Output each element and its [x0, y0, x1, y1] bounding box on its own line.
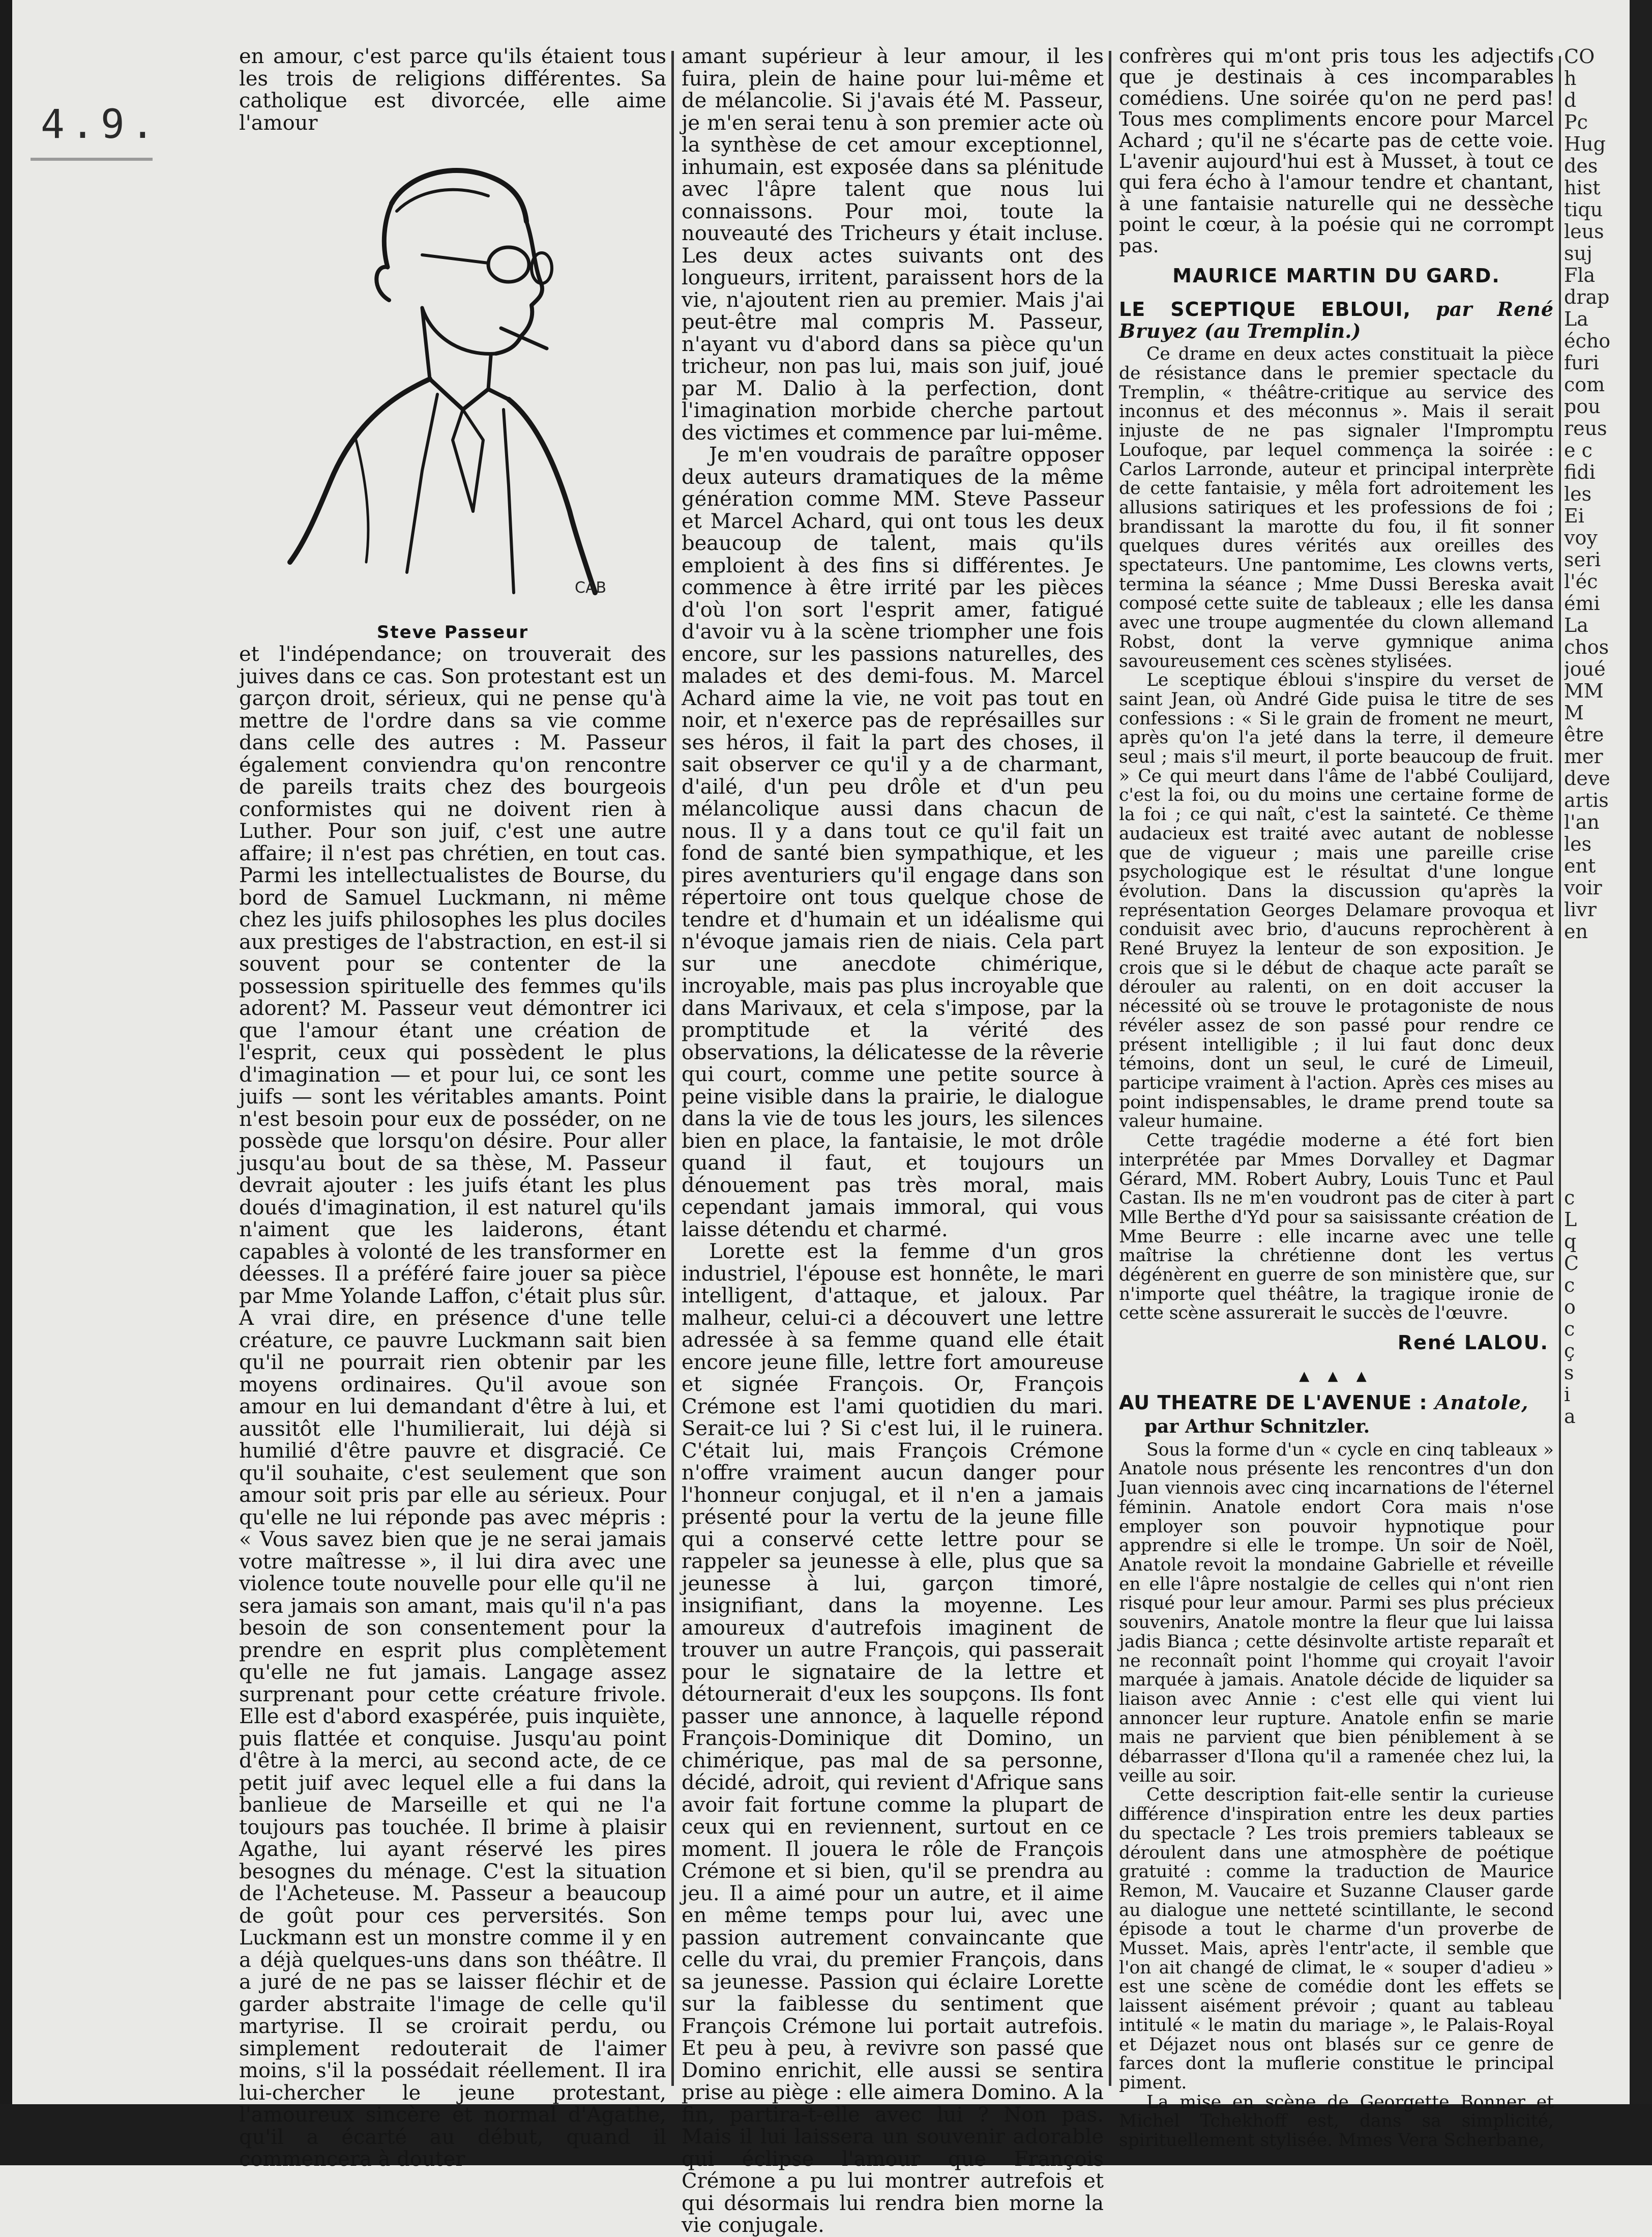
cropped-line-fragment: suj [1564, 243, 1592, 265]
cropped-line-fragment: e c [1564, 440, 1592, 461]
cropped-line-fragment: i [1564, 1384, 1571, 1406]
column-2-paragraph: amant supérieur à leur amour, il les fuira, plein de haine pour lui-même et de mélancolie. Si j'avais été M. Passeur, je m'en serai tenu à son premier acte où la synthèse de cet amour exceptionnel, inhumain, est exposée dans sa plénitude avec l'âpre talent que nous lui connaissons. Pour moi, toute la nouveauté des Tricheurs y était incluse. Les deux actes suivants ont des longueurs, irritent, paraissent hors de la vie, n'ajoutent rien au premier. Mais j'ai peut-être mal compris M. Passeur, n'ayant vu d'abord dans sa pièce qu'un tricheur, non pas lui, mais son juif, joué par M. Dalio à la perfection, dont l'imagination morbide cherche partout des victimes et commence par lui-même. [682, 45, 1104, 445]
cropped-line-fragment: seri [1564, 549, 1601, 571]
cropped-line-fragment: les [1564, 483, 1592, 505]
caricature-drawing [270, 155, 636, 613]
cropped-line-fragment: l'an [1564, 811, 1600, 833]
cropped-line-fragment: reus [1564, 418, 1607, 440]
scan-border-left [0, 0, 12, 2165]
review-byline: par Arthur Schnitzler. [1144, 1416, 1370, 1438]
cropped-line-fragment: leus [1564, 221, 1604, 243]
scan-border-right [1630, 0, 1652, 2165]
cropped-line-fragment: ent [1564, 855, 1596, 877]
cropped-line-fragment: L [1564, 1209, 1577, 1231]
cropped-line-fragment: être [1564, 724, 1604, 746]
archive-number: 4.9. [41, 102, 161, 148]
cropped-line-fragment: chos [1564, 636, 1609, 658]
caricature-caption: Steve Passeur [376, 622, 529, 643]
cropped-line-fragment: Hug [1564, 133, 1606, 155]
column-2-paragraph: Je m'en voudrais de paraître opposer deux auteurs dramatiques de la même génération comme MM. Steve Passeur et Marcel Achard, qui ont tous les deux beaucoup de talent, mais qu'ils emploient à des fins si différentes. Je commence à être irrité par les pièces d'où l'on sort l'esprit amer, fatigué d'avoir vu à la scène triompher une fois encore, sur les passions naturelles, des malades et des demi-fous. M. Marcel Achard aime la vie, ne voit pas tout en noir, et n'exerce pas de représailles sur ses héros, il fait la part des choses, il sait observer ce qu'il y a de charmant, d'ailé, d'un peu drôle et d'un peu mélancolique aussi dans chacun de nous. Il y a dans tout ce qu'il fait un fond de santé bien sympathique, et les pires aventuriers qu'il engage dans son répertoire ont tous quelque chose de tendre et d'humain et un idéalisme qui n'évoque jamais rien de niais. Cela part sur une anecdote chimérique, incroyable, mais pas plus incroyable que dans Marivaux, et cela s'impose, par la promptitude et la vérité des observations, la délicatesse de la rêverie qui court, comme une petite source à peine visible dans la prairie, le dialogue dans la vie de tous les jours, les silences bien en place, la fantaisie, le mot drôle quand il faut, et toujours un dénouement pas très moral, mais cependant jamais immoral, qui vous laisse détendu et charmé. [682, 443, 1104, 1241]
caricature-figure [239, 155, 666, 644]
cropped-line-fragment: drap [1564, 286, 1610, 308]
cropped-line-fragment: Pc [1564, 111, 1588, 133]
column-3 [1119, 46, 1554, 2151]
cropped-line-fragment: La [1564, 615, 1588, 636]
archive-underline [31, 158, 153, 161]
review-paragraph: La mise en scène de Georgette Bonner et Michel Tchekhoff est, dans sa simplicité, spirituellement stylisée. Mmes Vera Scherbane, [1119, 2091, 1554, 2151]
review-paragraph: Ce drame en deux actes constituait la pièce de résistance dans le premier spectacle du Tremplin, « théâtre-critique au service des inconnus et des méconnus ». Mais il serait injuste de ne pas signaler l'Impromptu Loufoque, par lequel commença la soirée : Carlos Larronde, auteur et principal interprète de cette fantaisie, y mêla fort adroitement les allusions satiriques et les professions de foi ; brandissant la marotte du fou, il fit sonner quelques dures vérités aux oreilles des spectateurs. Une pantomime, Les clowns verts, termina la séance ; Mme Dussi Bereska avait composé cette suite de tableaux ; elle les dansa avec une troupe augmentée du clown allemand Robst, dont la verve gymnique anima savoureusement ces scènes stylisées. [1119, 344, 1554, 672]
review-author: René Bruyez [1119, 298, 1554, 342]
cropped-line-fragment: deve [1564, 768, 1610, 790]
cropped-line-fragment: c [1564, 1318, 1575, 1340]
cropped-line-fragment: voir [1564, 877, 1602, 899]
cropped-line-fragment: tiqu [1564, 199, 1603, 221]
cropped-line-fragment: joué [1564, 658, 1606, 680]
column-1-paragraph: et l'indépendance; on trouverait des juives dans ce cas. Son protestant est un garçon droit, sérieux, qui ne pense qu'à mettre de l'ordre dans sa vie comme dans celle des autres : M. Passeur également conviendra qu'on rencontre de pareils traits chez des bourgeois conformistes qui ne doivent rien à Luther. Pour son juif, c'est une autre affaire; il n'est pas chrétien, en tout cas. Parmi les intellectualistes de Bourse, du bord de Samuel Luckmann, ni même chez les juifs philosophes les plus dociles aux prestiges de l'abstraction, en est-il si souvent pour se contenter de la possession spirituelle des femmes qu'ils adorent? M. Passeur veut démontrer ici que l'amour étant une création de l'esprit, ceux qui possèdent le plus d'imagination — et pour lui, ce sont les juifs — sont les véritables amants. Point n'est besoin pour eux de posséder, on ne possède que lorsqu'on désire. Pour aller jusqu'au bout de sa thèse, M. Passeur devrait ajouter : les juifs étant les plus doués d'imagination, il est naturel qu'ils n'aiment que les laiderons, étant capables à volonté de les transformer en déesses. Il a préféré faire jouer sa pièce par Mme Yolande Laffon, c'était plus sûr. A vrai dire, en présence d'une telle créature, ce pauvre Luckmann sait bien qu'il ne pourrait rien obtenir par les moyens ordinaires. Qu'il avoue son amour en lui demandant d'être à lui, et aussitôt elle l'humilierait, lui déjà si humilié d'être pauvre et disgracié. Ce qu'il souhaite, c'est seulement que son amour soit pris par elle au sérieux. Pour qu'elle ne lui réponde pas avec mépris : « Vous savez bien que je ne serai jamais votre maîtresse », il lui dira avec une violence toute nouvelle pour elle qu'il ne sera jamais son amant, mais qu'il n'a pas besoin de son consentement pour la prendre en esprit plus complètement qu'elle ne fut jamais. Langage assez surprenant pour cette créature frivole. Elle est d'abord exaspérée, puis inquiète, puis flattée et conquise. Jusqu'au point d'être à la merci, au second acte, de ce petit juif avec lequel elle a fui dans la banlieue de Marseille et qui ne l'a toujours pas touchée. Il brime à plaisir Agathe, lui ayant réservé les pires besognes du ménage. C'est la situation de l'Acheteuse. M. Passeur a beaucoup de goût pour ces perversités. Son Luckmann est un monstre comme il y en a déjà quelques-uns dans son théâtre. Il a juré de ne pas se laisser fléchir et de garder abstraite l'image de celle qu'il martyrise. Il se croirait perdu, ou simplement redouterait de l'aimer moins, s'il la possédait réellement. Il ira lui-chercher le jeune protestant, l'amoureux sincère et normal d'Agathe, qu'il a écarté au début, quand il commencera à douter [239, 643, 666, 2171]
cropped-line-fragment: q [1564, 1231, 1577, 1253]
column-3-intro: confrères qui m'ont pris tous les adjectifs que je destinais à ces incomparables comédiens. Une soirée qu'on ne perd pas! Tous mes compliments encore pour Marcel Achard ; qu'il ne s'écarte pas de cette voie. L'avenir aujourd'hui est à Musset, à tout ce qui fera écho à l'amour tendre et chantant, à une fantaisie naturelle qui ne dessèche point le cœur, à la poésie qui ne corrompt pas. [1119, 45, 1554, 257]
author-signature: MAURICE MARTIN DU GARD. [1172, 265, 1500, 287]
section-separator: ▲ ▲ ▲ [1299, 1368, 1374, 1384]
column-rule-3 [1559, 56, 1561, 1999]
column-4-cropped [1564, 46, 1625, 1428]
review-venue: (au Tremplin.) [1204, 319, 1361, 342]
review-paragraph: Cette description fait-elle sentir la curieuse différence d'inspiration entre les deux parties du spectacle ? Les trois premiers tableaux se déroulent dans une atmosphère de poétique gratuité : comme la traduction de Maurice Remon, M. Vaucaire et Suzanne Clauser garde au dialogue une netteté scintillante, le second épisode a tout le charme d'un proverbe de Musset. Mais, après l'entr'acte, il semble que l'on ait changé de climat, le « souper d'adieu » est une scène de comédie dont les effets se laissent aisément prévoir ; quant au tableau intitulé « le matin du mariage », le Palais-Royal et Déjazet nous ont blasés sur ce genre de farces dont la muflerie constitue le principal piment. [1119, 1785, 1554, 2093]
cropped-line-fragment: pou [1564, 396, 1601, 418]
cropped-line-fragment: des [1564, 155, 1598, 177]
cropped-line-fragment: c [1564, 1274, 1575, 1296]
review-play-title: Anatole, [1434, 1390, 1529, 1414]
cropped-line-fragment: Ei [1564, 505, 1584, 527]
review-paragraph: Sous la forme d'un « cycle en cinq tableaux » Anatole nous présente les rencontres d'un don Juan viennois avec cinq incarnations de l'éternel féminin. Anatole endort Cora mais n'ose employer son pouvoir hypnotique pour apprendre si elle le trompe. Un soir de Noël, Anatole revoit la mondaine Gabrielle et réveille en elle l'âpre nostalgie de celles qui n'ont rien risqué pour leur amour. Parmi ses plus précieux souvenirs, Anatole montre la fleur que lui laissa jadis Bianca ; cette désinvolte artiste reparaît et ne reconnaît point l'homme qui croyait l'avoir marquée à jamais. Anatole décide de liquider sa liaison avec Annie : c'est elle qui vient lui annoncer leur rupture. Anatole enfin se marie mais ne parvient que bien péniblement à se débarrasser d'Ilona qu'il a ramenée chez lui, la veille au soir. [1119, 1439, 1554, 1786]
cropped-line-fragment: voy [1564, 527, 1598, 549]
cropped-line-fragment: d [1564, 90, 1577, 111]
author-signature: René LALOU. [1397, 1331, 1549, 1354]
column-1 [239, 46, 666, 2171]
review-heading [1119, 1392, 1554, 1413]
cropped-line-fragment: c [1564, 1187, 1575, 1209]
caricature-signature: CAB [575, 579, 607, 597]
cropped-line-fragment: La [1564, 308, 1588, 330]
cropped-line-fragment: les [1564, 833, 1592, 855]
cropped-line-fragment: o [1564, 1296, 1576, 1318]
cropped-line-fragment: émi [1564, 593, 1600, 615]
cropped-line-fragment: ç [1564, 1340, 1575, 1362]
cropped-line-fragment: en [1564, 921, 1588, 943]
review-heading [1119, 299, 1554, 342]
review-paragraph: Le sceptique ébloui s'inspire du verset de saint Jean, où André Gide puisa le titre de ses confessions : « Si le grain de froment ne meurt, après qu'on l'a jeté dans la terre, il demeure seul ; mais s'il meurt, il porte beaucoup de fruit. » Ce qui meurt dans l'âme de l'abbé Coulijard, c'est la foi, ou du moins une certaine forme de la foi ; ce qui naît, c'est la sainteté. Ce thème audacieux est traité avec autant de noblesse que de vigueur ; mais une pareille crise psychologique est le résultat d'une longue évolution. Dans la discussion qu'après la représentation Georges Delamare provoqua et conduisit avec brio, d'aucuns reprochèrent à René Bruyez la lenteur de son exposition. Je crois que si le début de chaque acte paraît se dérouler au ralenti, on en doit accuser la nécessité où se trouve le protagoniste de nous révéler assez de son passé pour rendre ce présent intelligible ; il lui faut donc deux témoins, dont un seul, le curé de Limeuil, participe vraiment à l'action. Après ces mises au point indispensables, le drame prend toute sa valeur humaine. [1119, 670, 1554, 1132]
review-title: AU THEATRE DE L'AVENUE : [1119, 1391, 1428, 1414]
cropped-line-fragment: com [1564, 374, 1605, 396]
column-rule-2 [1109, 51, 1111, 2086]
cropped-line-fragment: l'éc [1564, 571, 1598, 593]
review-title: LE SCEPTIQUE EBLOUI, [1119, 298, 1411, 321]
review-paragraph: Cette tragédie moderne a été fort bien interprétée par Mmes Dorvalley et Dagmar Gérard, MM. Robert Aubry, Louis Tunc et Paul Castan. Ils ne m'en voudront pas de citer à part Mlle Berthe d'Yd pour sa saisissante création de Mme Beurre : elle incarne avec une telle maîtrise la chrétienne dont les vertus dégénèrent en guerre de son ministère que, sur n'importe quel théâtre, la tragique ironie de cette scène assurerait le succès de l'œuvre. [1119, 1130, 1554, 1324]
cropped-line-fragment: hist [1564, 177, 1601, 199]
column-1-top-text: en amour, c'est parce qu'ils étaient tous les trois de religions différentes. Sa catholique est divorcée, elle aime l'amour [239, 46, 666, 135]
cropped-line-fragment: Fla [1564, 265, 1596, 286]
cropped-line-fragment: MM [1564, 680, 1604, 702]
cropped-line-fragment: M [1564, 702, 1584, 724]
cropped-line-fragment: mer [1564, 746, 1603, 768]
review-by: par [1436, 298, 1472, 321]
column-2-paragraph: Lorette est la femme d'un gros industriel, l'épouse est honnête, le mari intelligent, d'attaque, et jaloux. Par malheur, celui-ci a découvert une lettre adressée à sa femme quand elle était encore jeune fille, lettre fort amoureuse et signée François. Or, François Crémone est l'ami quotidien du mari. Serait-ce lui ? Si c'est lui, il le ruinera. C'était lui, mais François Crémone n'offre vraiment aucun danger pour l'honneur conjugal, et il n'en a jamais présenté pour la vertu de la jeune fille qui a conservé cette lettre pour se rappeler sa jeunesse à elle, plus que sa jeunesse à lui, garçon timoré, insignifiant, dans la moyenne. Les amoureux d'autrefois imaginent de trouver un autre François, qui passerait pour le signataire de la lettre et détournerait d'eux les soupçons. Ils font passer une annonce, à laquelle répond François-Dominique dit Domino, un chimérique, pas mal de sa personne, décidé, adroit, qui revient d'Afrique sans avoir fait fortune comme la plupart de ceux qui en reviennent, surtout en ce moment. Il jouera le rôle de François Crémone et si bien, qu'il se prendra au jeu. Il a aimé pour un autre, et il aime en même temps pour lui, avec une passion autrement convaincante que celle du vrai, du premier François, dans sa jeunesse. Passion qui éclaire Lorette sur la faiblesse du sentiment que François Crémone lui portait autrefois. Et peu à peu, à revivre son passé que Domino enrichit, elle aussi se sentira prise au piège : elle aimera Domino. A la fin, partira-t-elle avec lui ? Non pas. Mais il lui laissera un souvenir adorable qui éclipse l'amour que François Crémone a pu lui montrer autrefois et qui désormais lui rendra bien morne la vie conjugale. [682, 1240, 1104, 2237]
cropped-line-fragment: h [1564, 68, 1577, 90]
cropped-line-fragment: s [1564, 1362, 1574, 1384]
cropped-line-fragment: artis [1564, 790, 1609, 811]
cropped-line-fragment: livr [1564, 899, 1597, 921]
column-2 [682, 46, 1104, 2237]
cropped-line-fragment: a [1564, 1406, 1576, 1428]
cropped-line-fragment: furi [1564, 352, 1599, 374]
cropped-line-fragment: CO [1564, 46, 1595, 68]
cropped-line-fragment: C [1564, 1253, 1579, 1274]
column-rule-1 [671, 51, 674, 2086]
cropped-line-fragment: écho [1564, 330, 1611, 352]
cropped-line-fragment: fidi [1564, 461, 1596, 483]
